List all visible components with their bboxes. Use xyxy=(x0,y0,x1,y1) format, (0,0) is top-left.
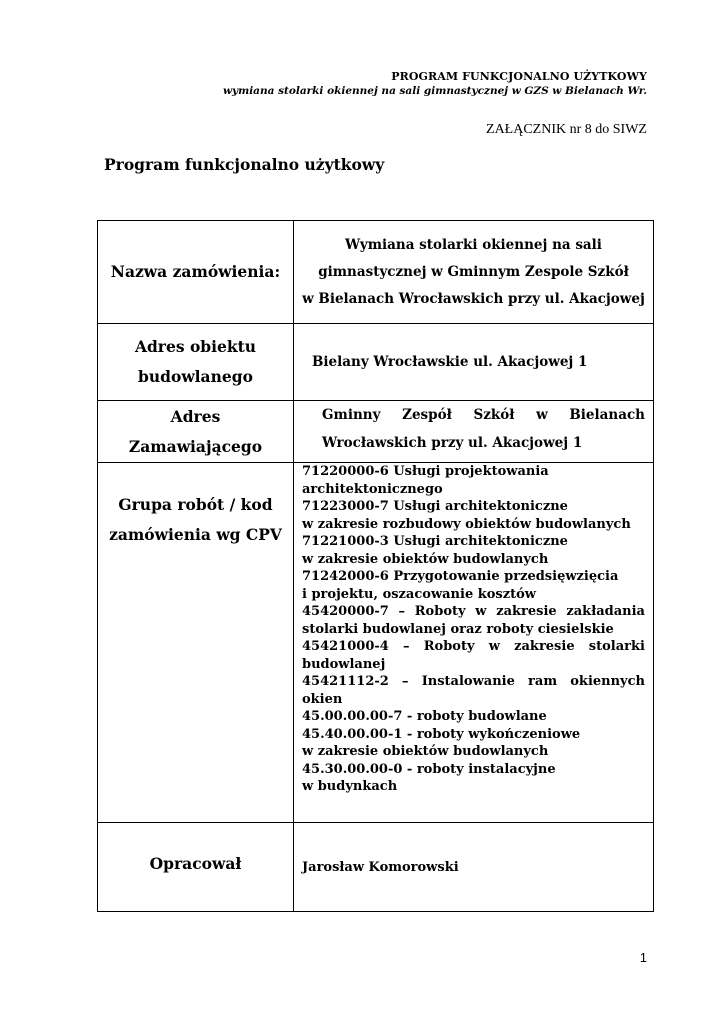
cpv-code-word: Roboty xyxy=(414,604,466,619)
cpv-code-line xyxy=(302,673,645,691)
row-client-address xyxy=(98,401,653,463)
cpv-code-line: 71242000-6 Przygotowanie przedsięwzięcia xyxy=(302,569,619,584)
cpv-code-line: 71221000-3 Usługi architektoniczne xyxy=(302,534,568,549)
site-address-label-line: Adres obiektu xyxy=(134,337,257,356)
cpv-code-line: stolarki budowlanej oraz roboty ciesielskie xyxy=(302,621,614,637)
cpv-code-word: 45421000-4 xyxy=(302,639,389,654)
client-address-word: w xyxy=(536,407,548,423)
cpv-code-word: stolarki xyxy=(588,639,645,654)
row-cpv xyxy=(98,463,653,823)
client-address-label xyxy=(98,401,293,462)
client-address-word: Szkół xyxy=(473,407,515,423)
order-name-value xyxy=(294,221,653,323)
order-name-line: w Bielanach Wrocławskich przy ul. Akacjowej xyxy=(302,290,645,307)
order-name-line: gimnastycznej w Gminnym Zespole Szkół xyxy=(318,263,629,280)
cpv-code-line: w zakresie obiektów budowlanych xyxy=(302,551,549,567)
cpv-code-line: 71220000-6 Usługi projektowania xyxy=(302,464,549,479)
prepared-by-value: Jarosław Komorowski xyxy=(302,859,459,875)
row-site-address xyxy=(98,324,653,401)
client-address-line: Wrocławskich przy ul. Akacjowej 1 xyxy=(322,435,583,451)
site-address-label xyxy=(98,324,293,400)
cpv-code-line: architektonicznego xyxy=(302,481,443,497)
cpv-code-word: ram xyxy=(528,674,558,689)
cpv-code-line: budowlanej xyxy=(302,656,386,672)
cpv-code-word: Roboty xyxy=(423,639,475,654)
cpv-code-line: 45.40.00.00-1 - roboty wykończeniowe xyxy=(302,726,581,742)
client-address-word: Bielanach xyxy=(569,407,645,423)
annex-label: ZAŁĄCZNIK nr 8 do SIWZ xyxy=(486,122,647,137)
client-address-label-line: Zamawiającego xyxy=(128,436,263,456)
cpv-code-word: okiennych xyxy=(570,674,645,689)
cpv-code-line: w budynkach xyxy=(302,779,398,794)
site-address-value: Bielany Wrocławskie ul. Akacjowej 1 xyxy=(312,354,588,370)
info-table xyxy=(97,220,654,912)
client-address-word: Zespół xyxy=(402,407,452,423)
client-address-line xyxy=(322,401,645,429)
client-address-label-line: Adres xyxy=(170,406,221,426)
cpv-code-word: – xyxy=(403,639,410,654)
header-subtitle: wymiana stolarki okiennej na sali gimnastycznej w GZS w Bielanach Wr. xyxy=(222,85,647,97)
cpv-code-word: 45420000-7 xyxy=(302,604,389,619)
cpv-code-word: – xyxy=(398,604,406,619)
row-prepared-by xyxy=(98,823,653,911)
cpv-code-word: zakładania xyxy=(566,604,645,619)
cpv-code-line: w zakresie obiektów budowlanych xyxy=(302,744,549,759)
document-title: Program funkcjonalno użytkowy xyxy=(104,155,385,174)
client-address-word: Gminny xyxy=(322,407,381,423)
cpv-code-word: w xyxy=(488,639,500,654)
cpv-code-word: 45421112-2 xyxy=(302,674,389,689)
cpv-code-word: Instalowanie xyxy=(421,674,515,689)
cpv-code-line: okien xyxy=(302,691,343,707)
cpv-label xyxy=(98,463,293,822)
header-title: PROGRAM FUNKCJONALNO UŻYTKOWY xyxy=(391,70,647,83)
cpv-code-line: 71223000-7 Usługi architektoniczne xyxy=(302,499,568,514)
cpv-code-line: 45.00.00.00-7 - roboty budowlane xyxy=(302,709,547,724)
cpv-code-line: i projektu, oszacowanie kosztów xyxy=(302,586,536,602)
cpv-code-word: w xyxy=(475,604,487,619)
order-name-label: Nazwa zamówienia: xyxy=(110,262,281,281)
cpv-code-line: w zakresie rozbudowy obiektów budowlanych xyxy=(302,516,631,532)
cpv-code-word: zakresie xyxy=(496,604,557,619)
cpv-code-line xyxy=(302,603,645,621)
order-name-line: Wymiana stolarki okiennej na sali xyxy=(345,236,602,253)
row-order-name xyxy=(98,221,653,324)
cpv-code-line: 45.30.00.00-0 - roboty instalacyjne xyxy=(302,761,556,777)
cpv-code-list xyxy=(294,463,653,822)
cpv-code-word: zakresie xyxy=(514,639,575,654)
site-address-label-line: budowlanego xyxy=(138,367,253,386)
client-address-value xyxy=(294,401,653,462)
prepared-by-label: Opracował xyxy=(149,854,242,873)
running-header xyxy=(223,70,647,97)
cpv-label-line: zamówienia wg CPV xyxy=(109,525,282,544)
page-number: 1 xyxy=(639,950,647,965)
cpv-label-line: Grupa robót / kod xyxy=(118,495,273,514)
cpv-code-line xyxy=(302,638,645,656)
cpv-code-word: – xyxy=(402,674,409,689)
